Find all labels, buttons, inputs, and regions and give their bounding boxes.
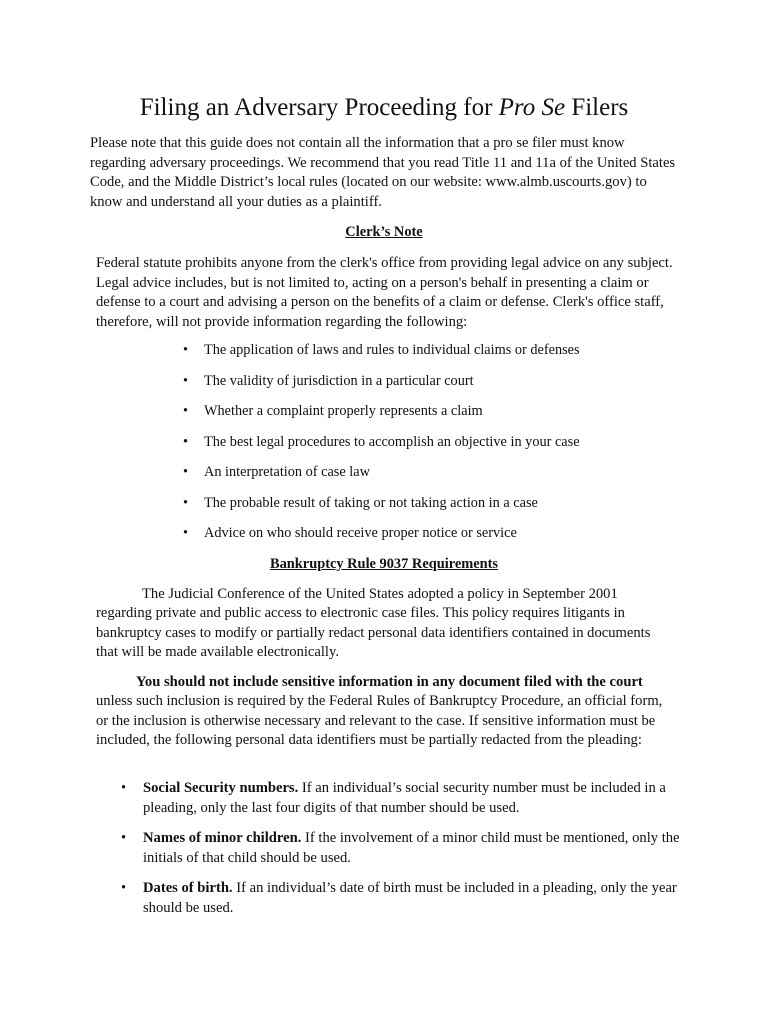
sensitive-info-text: unless such inclusion is required by the Federal Rules of Bankruptcy Procedure, an official form, or the inclusion is otherwise necessary and relevant to the case. If sensitive information must be included, the following personal data identifiers must be partially redacted from the pleading: [96,693,663,749]
clerks-note-list [0,341,768,555]
rule-9037-heading: Bankruptcy Rule 9037 Requirements [270,556,498,572]
bullet-icon: • [183,525,189,541]
sensitive-info-paragraph [96,673,670,751]
list-item-text: Advice on who should receive proper notice or service [204,525,517,541]
bullet-icon: • [183,433,189,450]
list-item [0,829,768,879]
list-item-text: An interpretation of case law [204,464,370,480]
list-item [0,433,768,464]
identifier-label: Names of minor children. [143,830,302,846]
title-italic: Pro Se [498,94,566,121]
identifier-list [0,779,768,929]
list-item-text: Whether a complaint properly represents a claim [204,403,483,419]
list-item [0,779,768,829]
bullet-icon: • [183,403,189,419]
page-title [0,92,768,124]
identifier-text: If an individual’s social security number must be included in a pleading, only the last four digits of that number should be used. [143,780,666,816]
list-item [0,372,768,403]
rule-9037-paragraph: The Judicial Conference of the United States adopted a policy in September 2001 regarding private and public access to electronic case files. This policy requires litigants in bankruptcy cases to modify or partially redact personal data identifiers contained in documents that will be made available electronically. [96,586,651,661]
list-item [0,879,768,929]
list-item [0,494,768,525]
bullet-icon: • [121,830,127,846]
clerks-note-paragraph: Federal statute prohibits anyone from the clerk's office from providing legal advice on any subject. Legal advice includes, but is not limited to, acting on a person's behalf in presenting a claim or defense to a court and advising a person on the benefits of a claim or defense. Clerk's office staff, therefore, will not provide information regarding the following: [96,255,673,330]
identifier-text: If an individual’s date of birth must be included in a pleading, only the year should be used. [143,880,677,916]
identifier-label: Social Security numbers. [143,780,299,796]
identifier-text: If the involvement of a minor child must be mentioned, only the initials of that child should be used. [143,830,680,866]
list-item-text: The application of laws and rules to individual claims or defenses [204,342,580,358]
bullet-icon: • [183,464,189,480]
list-item [0,402,768,433]
bullet-icon: • [121,780,127,796]
sensitive-info-bold: You should not include sensitive information in any document filed with the court [136,674,643,690]
list-item-text: The probable result of taking or not taking action in a case [204,494,538,511]
list-item-text: The validity of jurisdiction in a particular court [204,372,474,389]
clerks-note-heading: Clerk’s Note [345,224,423,240]
title-prefix: Filing an Adversary Proceeding for [139,94,493,121]
intro-paragraph: Please note that this guide does not contain all the information that a pro se filer must know regarding adversary proceedings. We recommend that you read Title 11 and 11a of the United States Code, and the Middle District’s local rules (located on our website: www.almb.uscourts.gov) to know and understand all your duties as a plaintiff. [90,135,676,210]
list-item [0,341,768,372]
bullet-icon: • [183,494,189,511]
bullet-icon: • [121,880,127,896]
bullet-icon: • [183,342,189,358]
list-item-text: The best legal procedures to accomplish an objective in your case [204,433,580,450]
list-item [0,524,768,555]
bullet-icon: • [183,372,189,389]
list-item [0,463,768,494]
identifier-label: Dates of birth. [143,880,233,896]
title-suffix: Filers [571,94,629,121]
